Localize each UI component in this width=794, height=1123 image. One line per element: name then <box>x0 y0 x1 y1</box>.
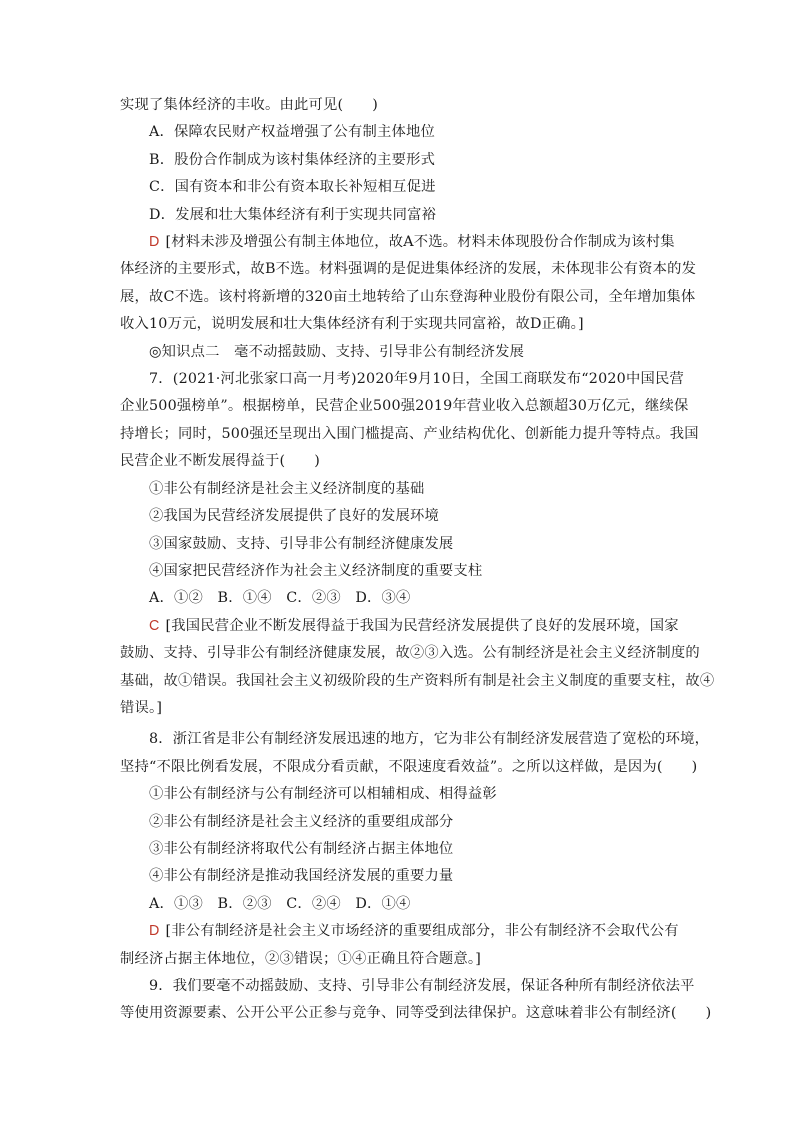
q7-stem-line: 7．(2021·河北张家口高一月考)2020年9月10日，全国工商联发布“2020中国民营 <box>149 371 684 388</box>
q7-explanation-text: [我国民营企业不断发展得益于我国为民营经济发展提供了良好的发展环境，国家 <box>165 617 679 634</box>
q6-explanation-line: 收入10万元，说明发展和壮大集体经济有利于实现共同富裕，故D正确。] <box>120 316 584 333</box>
q8-statement: ④非公有制经济是推动我国经济发展的重要力量 <box>149 868 454 885</box>
q7-explanation-line <box>120 613 679 640</box>
q7-statement: ③国家鼓励、支持、引导非公有制经济健康发展 <box>149 535 454 552</box>
q7-stem-line: 持增长；同时，500强还呈现出入围门槛提高、产业结构优化、创新能力提升等特点。我国 <box>120 425 699 442</box>
q7-explanation-line: 错误。] <box>120 699 163 716</box>
q7-explanation-line: 基础，故①错误。我国社会主义初级阶段的生产资料所有制是社会主义制度的重要支柱，故④ <box>120 672 715 689</box>
q8-options: A．①③ B．②③ C．②④ D．①④ <box>149 895 411 912</box>
q7-statement: ①非公有制经济是社会主义经济制度的基础 <box>149 480 425 497</box>
q8-statement: ②非公有制经济是社会主义经济的重要组成部分 <box>149 813 454 830</box>
q8-stem-line: 坚持“不限比例看发展，不限成分看贡献，不限速度看效益”。之所以这样做，是因为( ) <box>120 758 698 775</box>
q7-answer-letter: C <box>149 617 160 634</box>
q6-explanation-text: [材料未涉及增强公有制主体地位，故A不选。材料未体现股份合作制成为该村集 <box>165 234 675 251</box>
q6-option-a: A．保障农民财产权益增强了公有制主体地位 <box>149 124 435 141</box>
q8-explanation-text: [非公有制经济是社会主义市场经济的重要组成部分，非公有制经济不会取代公有 <box>165 923 679 940</box>
q7-stem-line: 民营企业不断发展得益于( ) <box>120 453 321 470</box>
q8-answer-letter: D <box>149 923 160 940</box>
section-heading: ◎知识点二 毫不动摇鼓励、支持、引导非公有制经济发展 <box>149 343 525 360</box>
q6-stem-tail: 实现了集体经济的丰收。由此可见( ) <box>120 97 379 113</box>
q6-answer-letter: D <box>149 234 160 251</box>
q8-explanation-line: 制经济占据主体地位，②③错误；①④正确且符合题意。] <box>120 950 482 967</box>
q9-stem-line: 9．我们要毫不动摇鼓励、支持、引导非公有制经济发展，保证各种所有制经济依法平 <box>149 978 695 994</box>
q7-statement: ④国家把民营经济作为社会主义经济制度的重要支柱 <box>149 562 483 579</box>
q6-option-d: D．发展和壮大集体经济有利于实现共同富裕 <box>149 206 437 223</box>
q6-explanation-line <box>120 229 676 256</box>
q8-statement: ③非公有制经济将取代公有制经济占据主体地位 <box>149 840 454 857</box>
q7-stem-line: 企业500强榜单”。根据榜单，民营企业500强2019年营业收入总额超30万亿元，继续保 <box>120 398 689 415</box>
q8-explanation-line <box>120 918 679 945</box>
q6-explanation-line: 体经济的主要形式，故B不选。材料强调的是促进集体经济的发展，未体现非公有资本的发 <box>120 261 697 278</box>
q6-explanation-line: 展，故C不选。该村将新增的320亩土地转给了山东登海种业股份有限公司，全年增加集体 <box>120 288 696 305</box>
q6-option-b: B．股份合作制成为该村集体经济的主要形式 <box>149 151 436 168</box>
q8-statement: ①非公有制经济与公有制经济可以相辅相成、相得益彰 <box>149 786 497 803</box>
q7-explanation-line: 鼓励、支持、引导非公有制经济健康发展，故②③入选。公有制经济是社会主义经济制度的 <box>120 645 700 662</box>
q9-stem-line: 等使用资源要素、公开公平公正参与竞争、同等受到法律保护。这意味着非公有制经济( ) <box>120 1005 712 1022</box>
q7-statement: ②我国为民营经济发展提供了良好的发展环境 <box>149 508 439 525</box>
page-content <box>120 92 715 1028</box>
q6-option-c: C．国有资本和非公有资本取长补短相互促进 <box>149 179 436 196</box>
q7-options: A．①② B．①④ C．②③ D．③④ <box>149 590 411 607</box>
q8-stem-line: 8．浙江省是非公有制经济发展迅速的地方，它为非公有制经济发展营造了宽松的环境， <box>149 731 710 748</box>
